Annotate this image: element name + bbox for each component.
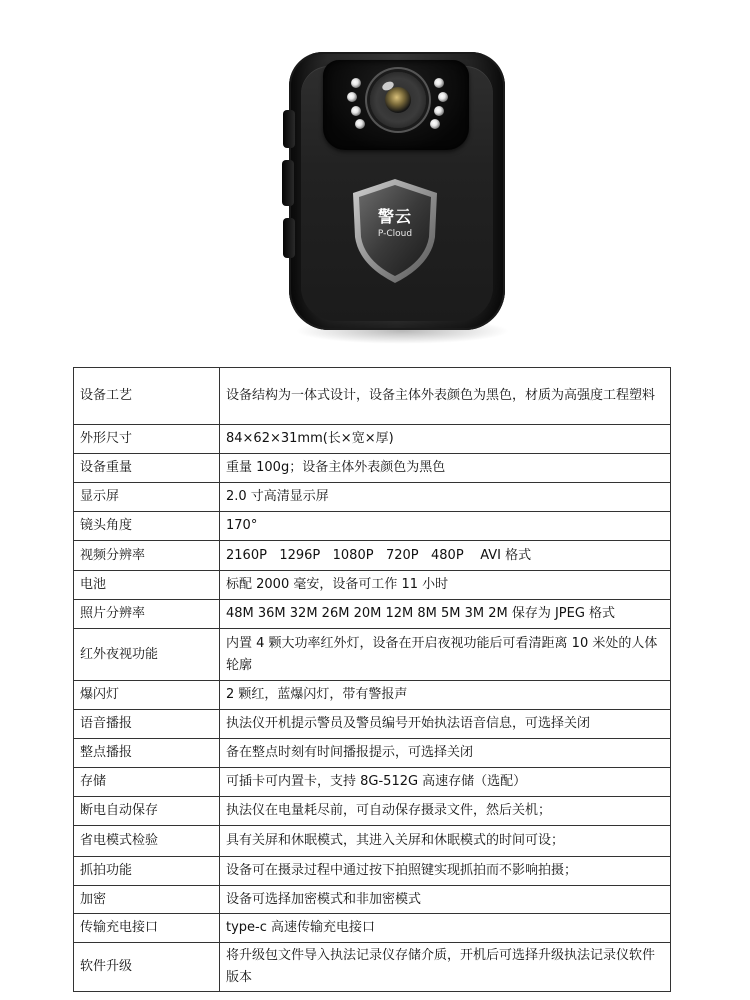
spec-label: 语音播报 — [74, 710, 220, 739]
ir-led-icon — [355, 119, 365, 129]
table-row — [74, 857, 671, 886]
spec-label: 设备工艺 — [74, 368, 220, 425]
badge-logo-subtext: P-Cloud — [377, 229, 413, 239]
spec-label: 设备重量 — [74, 454, 220, 483]
side-button-icon — [282, 160, 294, 206]
spec-label: 照片分辨率 — [74, 600, 220, 629]
spec-label: 存储 — [74, 768, 220, 797]
table-row — [74, 886, 671, 914]
spec-value: 2 颗红，蓝爆闪灯，带有警报声 — [220, 681, 671, 710]
spec-label: 传输充电接口 — [74, 914, 220, 943]
spec-value: type-c 高速传输充电接口 — [220, 914, 671, 943]
table-row — [74, 710, 671, 739]
table-row — [74, 681, 671, 710]
spec-value: 执法仪开机提示警员及警员编号开始执法语音信息，可选择关闭 — [220, 710, 671, 739]
table-row — [74, 629, 671, 681]
spec-value: 标配 2000 毫安，设备可工作 11 小时 — [220, 571, 671, 600]
spec-value: 48M 36M 32M 26M 20M 12M 8M 5M 3M 2M 保存为 JPEG 格式 — [220, 600, 671, 629]
table-row — [74, 600, 671, 629]
spec-label: 电池 — [74, 571, 220, 600]
ir-led-icon — [430, 119, 440, 129]
table-row — [74, 943, 671, 992]
side-button-icon — [283, 110, 295, 148]
spec-value: 具有关屏和休眠模式，其进入关屏和休眠模式的时间可设； — [220, 826, 671, 857]
spec-value: 将升级包文件导入执法记录仪存储介质，开机后可选择升级执法记录仪软件版本 — [220, 943, 671, 992]
spec-label: 抓拍功能 — [74, 857, 220, 886]
spec-label: 断电自动保存 — [74, 797, 220, 826]
table-row — [74, 914, 671, 943]
badge-logo-text: 警云 — [377, 207, 412, 226]
spec-label: 整点播报 — [74, 739, 220, 768]
product-photo — [0, 0, 750, 365]
spec-value: 设备可选择加密模式和非加密模式 — [220, 886, 671, 914]
ir-led-icon — [434, 106, 444, 116]
spec-label: 红外夜视功能 — [74, 629, 220, 681]
table-row — [74, 739, 671, 768]
table-row — [74, 826, 671, 857]
spec-label: 外形尺寸 — [74, 425, 220, 454]
ir-led-icon — [347, 92, 357, 102]
table-row — [74, 768, 671, 797]
table-row — [74, 483, 671, 512]
spec-value: 执法仪在电量耗尽前，可自动保存摄录文件，然后关机； — [220, 797, 671, 826]
table-row — [74, 541, 671, 571]
table-row — [74, 454, 671, 483]
spec-value: 可插卡可内置卡，支持 8G-512G 高速存储（选配） — [220, 768, 671, 797]
spec-value: 备在整点时刻有时间播报提示，可选择关闭 — [220, 739, 671, 768]
spec-value: 2.0 寸高清显示屏 — [220, 483, 671, 512]
spec-label: 显示屏 — [74, 483, 220, 512]
spec-table — [73, 367, 671, 992]
spec-value: 内置 4 颗大功率红外灯，设备在开启夜视功能后可看清距离 10 米处的人体轮廓 — [220, 629, 671, 681]
spec-value: 设备结构为一体式设计，设备主体外表颜色为黑色，材质为高强度工程塑料 — [220, 368, 671, 425]
spec-label: 视频分辨率 — [74, 541, 220, 571]
side-button-icon — [283, 218, 295, 258]
spec-value: 170° — [220, 512, 671, 541]
spec-value: 2160P 1296P 1080P 720P 480P AVI 格式 — [220, 541, 671, 571]
table-row — [74, 425, 671, 454]
spec-label: 爆闪灯 — [74, 681, 220, 710]
table-row — [74, 368, 671, 425]
ir-led-icon — [351, 78, 361, 88]
spec-value: 设备可在摄录过程中通过按下拍照键实现抓拍而不影响拍摄； — [220, 857, 671, 886]
spec-label: 镜头角度 — [74, 512, 220, 541]
table-row — [74, 571, 671, 600]
spec-label: 省电模式检验 — [74, 826, 220, 857]
spec-label: 软件升级 — [74, 943, 220, 992]
badge-logo — [347, 204, 443, 239]
spec-value: 84×62×31mm(长×宽×厚) — [220, 425, 671, 454]
spec-label: 加密 — [74, 886, 220, 914]
ir-led-icon — [351, 106, 361, 116]
lens-glass — [385, 87, 411, 113]
ir-led-icon — [438, 92, 448, 102]
spec-value: 重量 100g；设备主体外表颜色为黑色 — [220, 454, 671, 483]
table-row — [74, 797, 671, 826]
ir-led-icon — [434, 78, 444, 88]
table-row — [74, 512, 671, 541]
